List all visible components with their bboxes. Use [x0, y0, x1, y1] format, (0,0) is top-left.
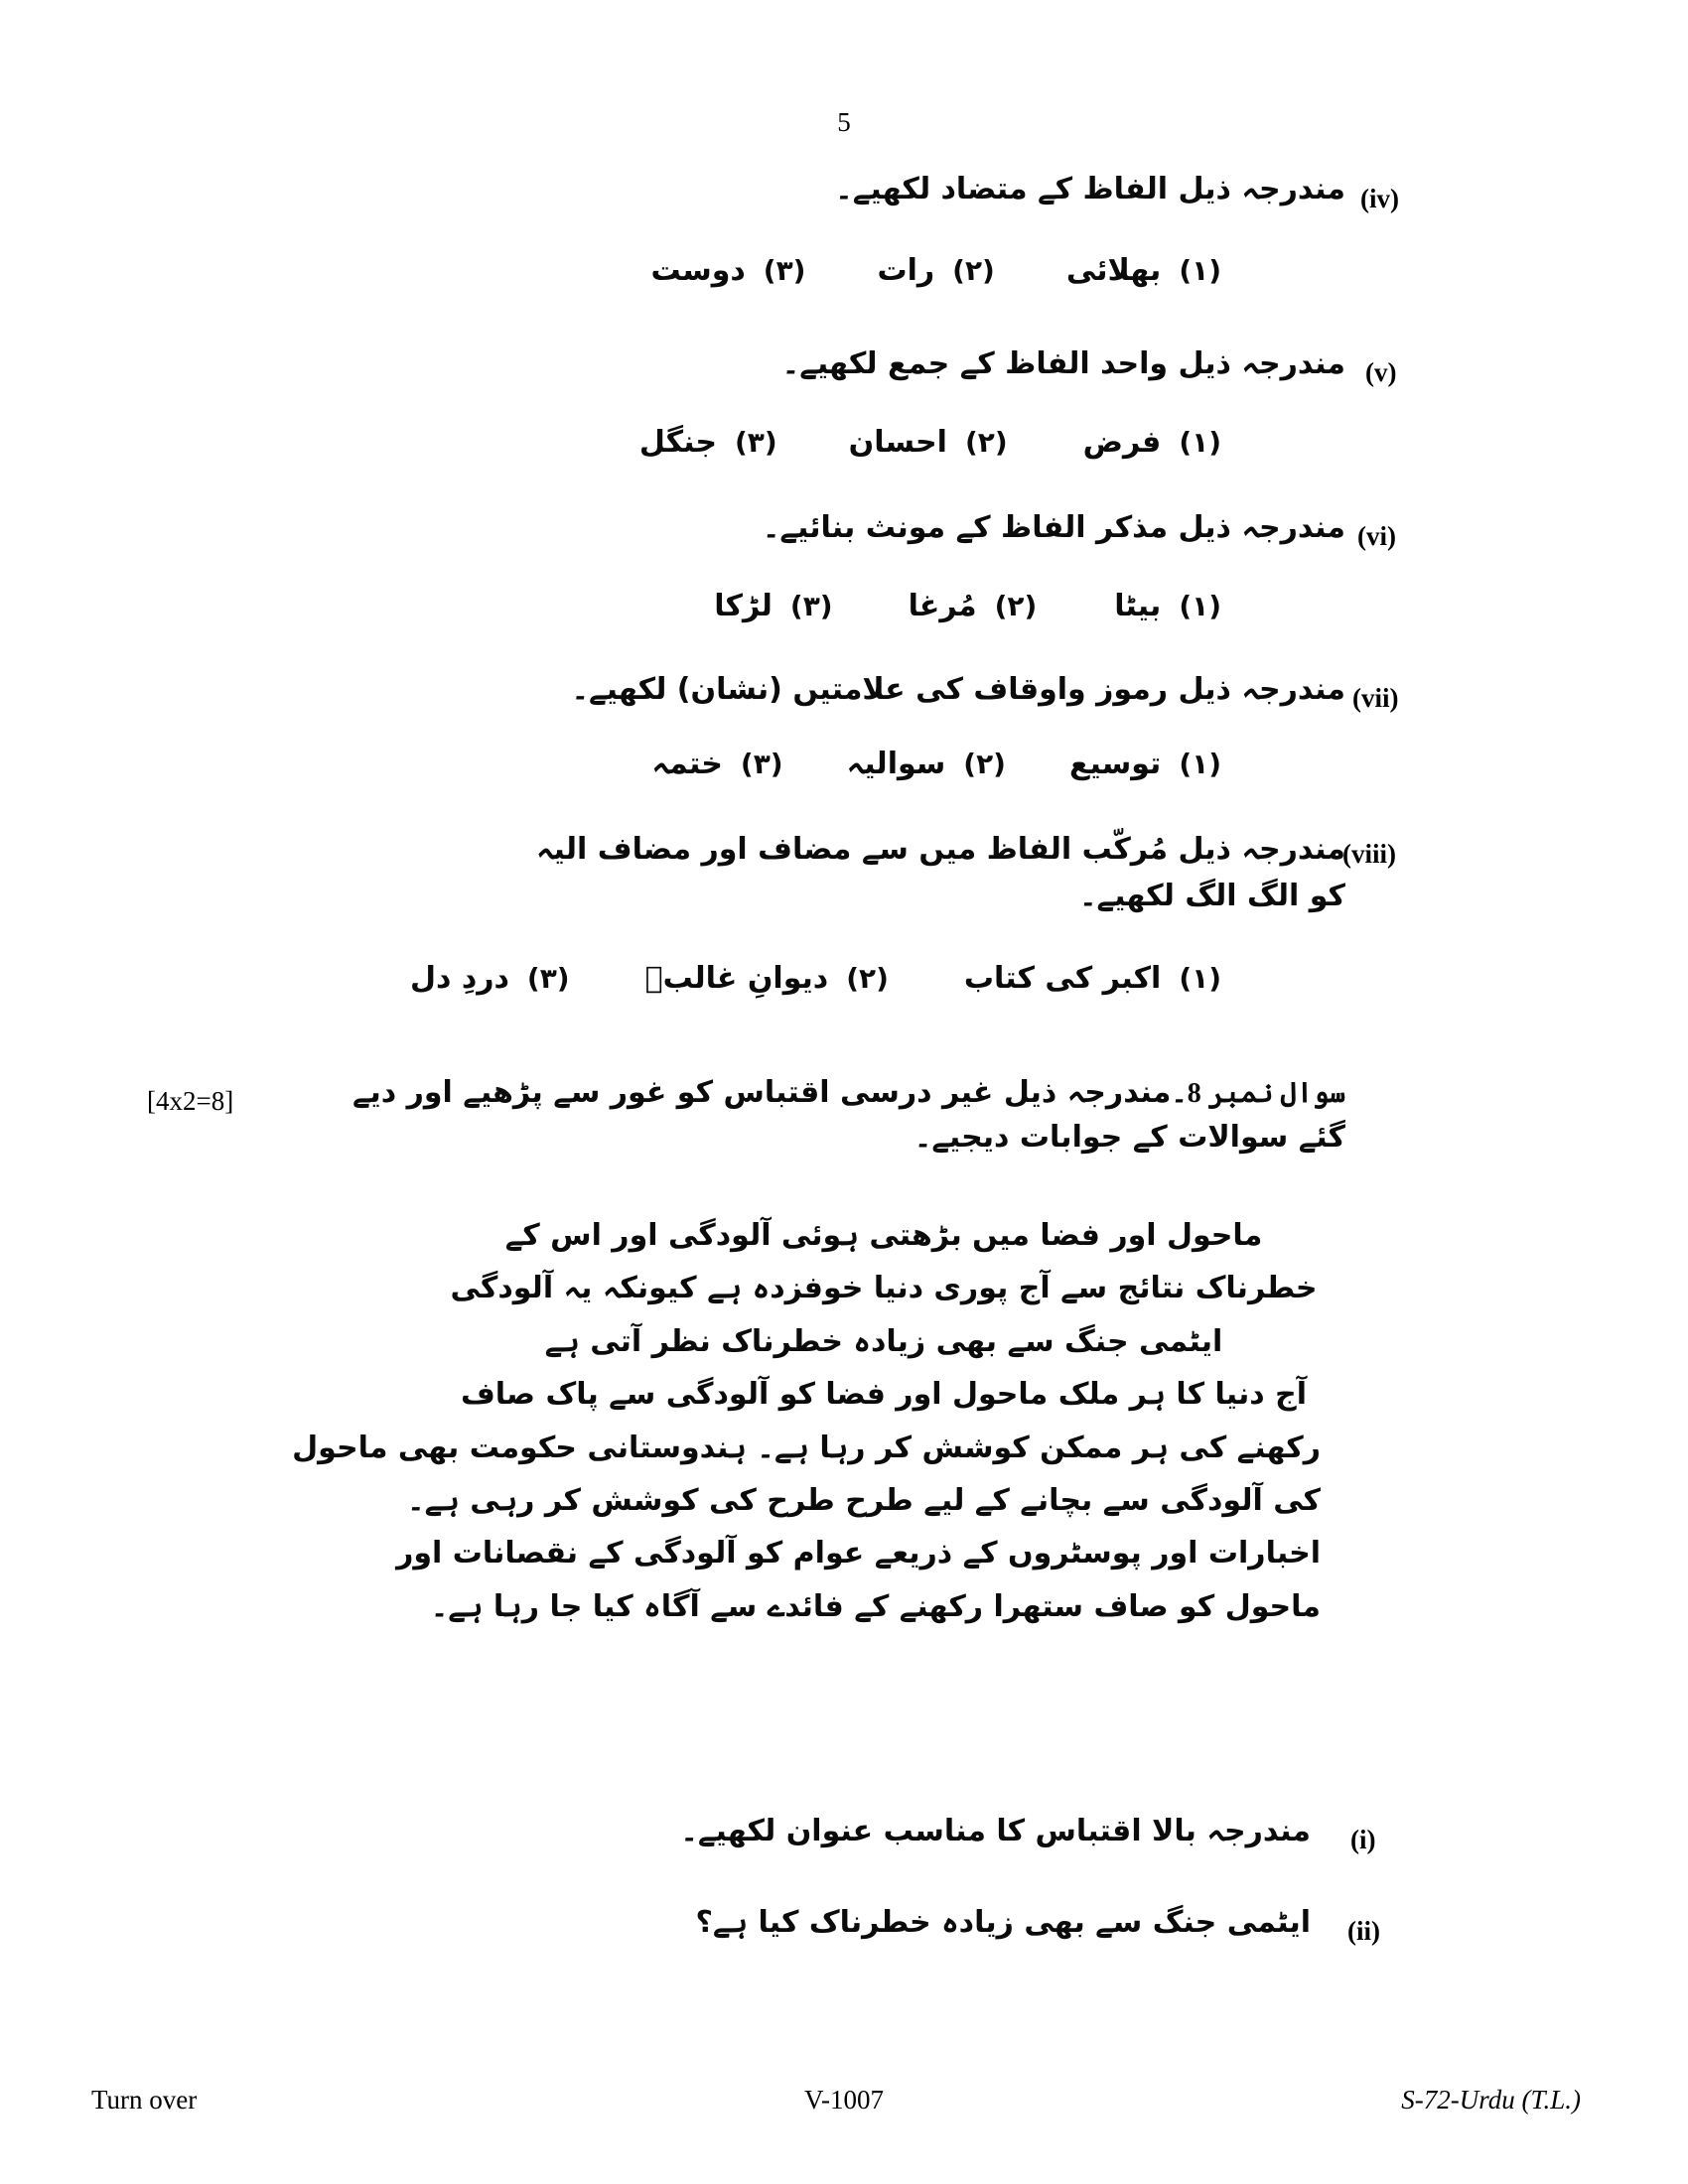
sub-item-marker: (۳): [763, 254, 806, 287]
sub-item-word: اکبر کی کتاب: [963, 961, 1162, 996]
passage-line: ایٹمی جنگ سے بھی زیادہ خطرناک نظر آتی ہے: [544, 1323, 1223, 1359]
question-marker-vii: (vii): [1352, 683, 1399, 713]
sub-item-marker: (۳): [740, 748, 783, 780]
question-heading-viii: [452, 827, 1345, 919]
page-number: 5: [837, 107, 851, 137]
sub-items-v: [639, 425, 1221, 460]
sub-item-marker: (۲): [964, 426, 1008, 459]
sub-item-marker: (۳): [734, 426, 777, 459]
sub-items-vii: [651, 747, 1221, 781]
sub-items-iv: [650, 253, 1221, 288]
sub-item: [639, 425, 777, 460]
sub-item-word: رات: [877, 253, 935, 288]
footer-subject-code: S-72-Urdu (T.L.): [1401, 2085, 1581, 2115]
sub-item-word: بھلائی: [1065, 253, 1162, 288]
subquestion-text-i: مندرجہ بالا اقتباس کا مناسب عنوان لکھیے۔: [680, 1814, 1311, 1848]
sub-item: [1069, 747, 1221, 781]
question-heading-v: مندرجہ ذیل واحد الفاظ کے جمع لکھیے۔: [781, 346, 1345, 381]
sub-item-marker: (۳): [789, 590, 833, 622]
sub-item-marker: (۱): [1179, 590, 1221, 622]
footer-paper-code: V-1007: [803, 2085, 884, 2115]
question8-number: سوال نمبر 8۔: [1171, 1078, 1345, 1109]
sub-item: [1114, 589, 1221, 623]
sub-item-word: مُرغا: [908, 589, 977, 623]
question-heading-vi: مندرجہ ذیل مذکر الفاظ کے مونث بنائیے۔: [762, 510, 1345, 545]
sub-item-marker: (۱): [1179, 426, 1221, 459]
passage-line: ماحول اور فضا میں بڑھتی ہوئی آلودگی اور اس کے: [504, 1218, 1263, 1253]
sub-item: [849, 425, 1008, 460]
sub-item-marker: (۱): [1179, 962, 1221, 995]
sub-item: [650, 253, 805, 288]
question-heading-iv: مندرجہ ذیل الفاظ کے متضاد لکھیے۔: [835, 172, 1345, 206]
question8-heading-text: مندرجہ ذیل غیر درسی اقتباس کو غور سے پڑھیے اور دیے: [352, 1075, 1172, 1110]
sub-item-word: توسیع: [1068, 747, 1162, 781]
sub-item-word: دردِ دل: [409, 961, 509, 996]
sub-item-word: بیٹا: [1114, 589, 1162, 623]
passage-line: خطرناک نتائج سے آج پوری دنیا خوفزدہ ہے کیونکہ یہ آلودگی: [450, 1271, 1318, 1306]
sub-item-marker: (۲): [994, 590, 1038, 622]
sub-item-marker: (۳): [526, 962, 570, 995]
sub-item-word: دوست: [650, 253, 746, 288]
question8-heading-line1: [343, 1070, 1345, 1115]
sub-item: [410, 961, 570, 996]
page-footer: [0, 2065, 1688, 2184]
sub-item: [847, 747, 1006, 781]
question-heading-vii: مندرجہ ذیل رموز واوقاف کی علامتیں (نشان) لکھیے۔: [571, 672, 1345, 707]
subquestion-marker-i: (i): [1350, 1825, 1376, 1854]
sub-item-marker: (۱): [1179, 254, 1221, 287]
sub-item: [877, 253, 994, 288]
marks-allocation-q8: [4x2=8]: [147, 1086, 234, 1116]
question-marker-vi: (vi): [1357, 521, 1396, 551]
sub-item: [714, 589, 832, 623]
sub-item: [909, 589, 1038, 623]
sub-item: [645, 961, 889, 996]
sub-item-word: فرض: [1082, 425, 1162, 460]
sub-item: [964, 961, 1221, 996]
passage-line: آج دنیا کا ہر ملک ماحول اور فضا کو آلودگی سے پاک صاف: [460, 1377, 1308, 1413]
sub-item-word: لڑکا: [714, 589, 773, 623]
sub-item: [651, 747, 782, 781]
question-marker-iv: (iv): [1360, 184, 1399, 213]
sub-item-word: احسان: [848, 425, 947, 460]
passage-line: ماحول کو صاف ستھرا رکھنے کے فائدے سے آگاہ کیا جا رہا ہے۔: [430, 1588, 1321, 1624]
question8-heading: [343, 1070, 1345, 1160]
sub-item-word: جنگل: [638, 425, 717, 460]
passage-line: رکھنے کی ہر ممکن کوشش کر رہا ہے۔ ہندوستانی حکومت بھی ماحول: [292, 1430, 1321, 1465]
question-marker-v: (v): [1365, 357, 1397, 387]
passage-line: کی آلودگی سے بچانے کے لیے طرح طرح کی کوشش کر رہی ہے۔: [407, 1482, 1321, 1518]
subquestion-text-ii: ایٹمی جنگ سے بھی زیادہ خطرناک کیا ہے؟: [695, 1905, 1311, 1940]
sub-item-marker: (۱): [1179, 748, 1221, 780]
passage-line: اخبارات اور پوسٹروں کے ذریعے عوام کو آلودگی کے نقصانات اور: [396, 1536, 1321, 1571]
sub-items-vi: [714, 589, 1221, 623]
sub-item-word: دیوانِ غالبؔ: [644, 961, 829, 996]
sub-item-word: سوالیہ: [846, 747, 946, 781]
reading-passage: [292, 1209, 1321, 1633]
sub-item-marker: (۲): [846, 962, 889, 995]
question-marker-viii: (viii): [1342, 839, 1396, 869]
sub-item: [1083, 425, 1221, 460]
sub-item: [1066, 253, 1221, 288]
subquestion-marker-ii: (ii): [1347, 1916, 1380, 1946]
sub-item-marker: (۲): [963, 748, 1006, 780]
question8-heading-line2: گئے سوالات کے جوابات دیجیے۔: [914, 1120, 1345, 1155]
footer-turn-over: Turn over: [91, 2085, 198, 2115]
sub-items-viii: [410, 961, 1221, 996]
sub-item-word: ختمہ: [651, 747, 723, 781]
question-heading-viii-line2: کو الگ الگ لکھیے۔: [1078, 878, 1345, 913]
sub-item-marker: (۲): [952, 254, 995, 287]
question-heading-viii-line1: مندرجہ ذیل مُرکّب الفاظ میں سے مضاف اور مضاف الیہ: [535, 832, 1345, 867]
